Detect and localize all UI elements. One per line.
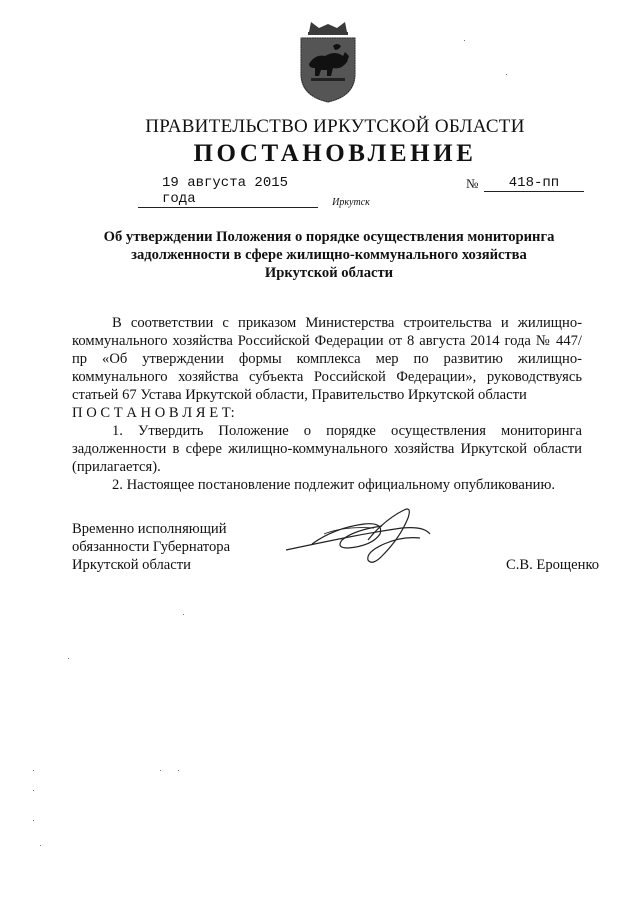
signatory-position-line-3: Иркутской области [72, 557, 191, 573]
item-1-paragraph: 1. Утвердить Положение о порядке осуществления мониторинга задолженности в сфере жилищно-коммунального хозяйства Иркутской области (прилагается). [72, 423, 582, 475]
scan-speck [40, 845, 41, 846]
document-subject: Об утверждении Положения о порядке осуществления мониторинга задолженности в сфере жилищно-коммунального хозяйства Иркутской области [103, 229, 555, 281]
scan-speck [33, 820, 34, 821]
document-number-label: № [466, 176, 479, 191]
scan-speck [178, 770, 179, 771]
scan-speck [464, 40, 465, 41]
item-2-paragraph: 2. Настоящее постановление подлежит официальному опубликованию. [112, 477, 556, 493]
scan-speck [33, 790, 34, 791]
decree-word: П О С Т А Н О В Л Я Е Т: [72, 405, 235, 421]
scan-speck [33, 770, 34, 771]
scan-speck [160, 770, 161, 771]
handwritten-signature-icon [284, 504, 434, 574]
government-title: ПРАВИТЕЛЬСТВО ИРКУТСКОЙ ОБЛАСТИ [145, 116, 525, 137]
signatory-position [72, 520, 230, 574]
signatory-name: С.В. Ерощенко [506, 557, 600, 573]
issue-city: Иркутск [332, 197, 370, 208]
scan-speck [506, 74, 507, 75]
coat-of-arms-icon [297, 20, 359, 104]
document-number: 418-пп [484, 175, 584, 192]
document-date: 19 августа 2015 года [138, 175, 318, 208]
document-type-heading: ПОСТАНОВЛЕНИЕ [193, 140, 477, 167]
signatory-position-line-2: обязанности Губернатора [72, 539, 231, 555]
preamble-paragraph: В соответствии с приказом Министерства строительства и жилищно-коммунального хозяйства Российской Федерации от 8 августа 2014 года № 447/пр «Об утверждении формы комплекса мер по развитию жилищно-коммунального хозяйства субъекта Российской Федерации», руководствуясь статьей 67 Устава Иркутской области, Правительство Иркутской области [72, 315, 582, 403]
scan-speck [183, 614, 184, 615]
document-body [72, 314, 582, 494]
scan-speck [68, 658, 69, 659]
signatory-position-line-1: Временно исполняющий [72, 521, 227, 537]
